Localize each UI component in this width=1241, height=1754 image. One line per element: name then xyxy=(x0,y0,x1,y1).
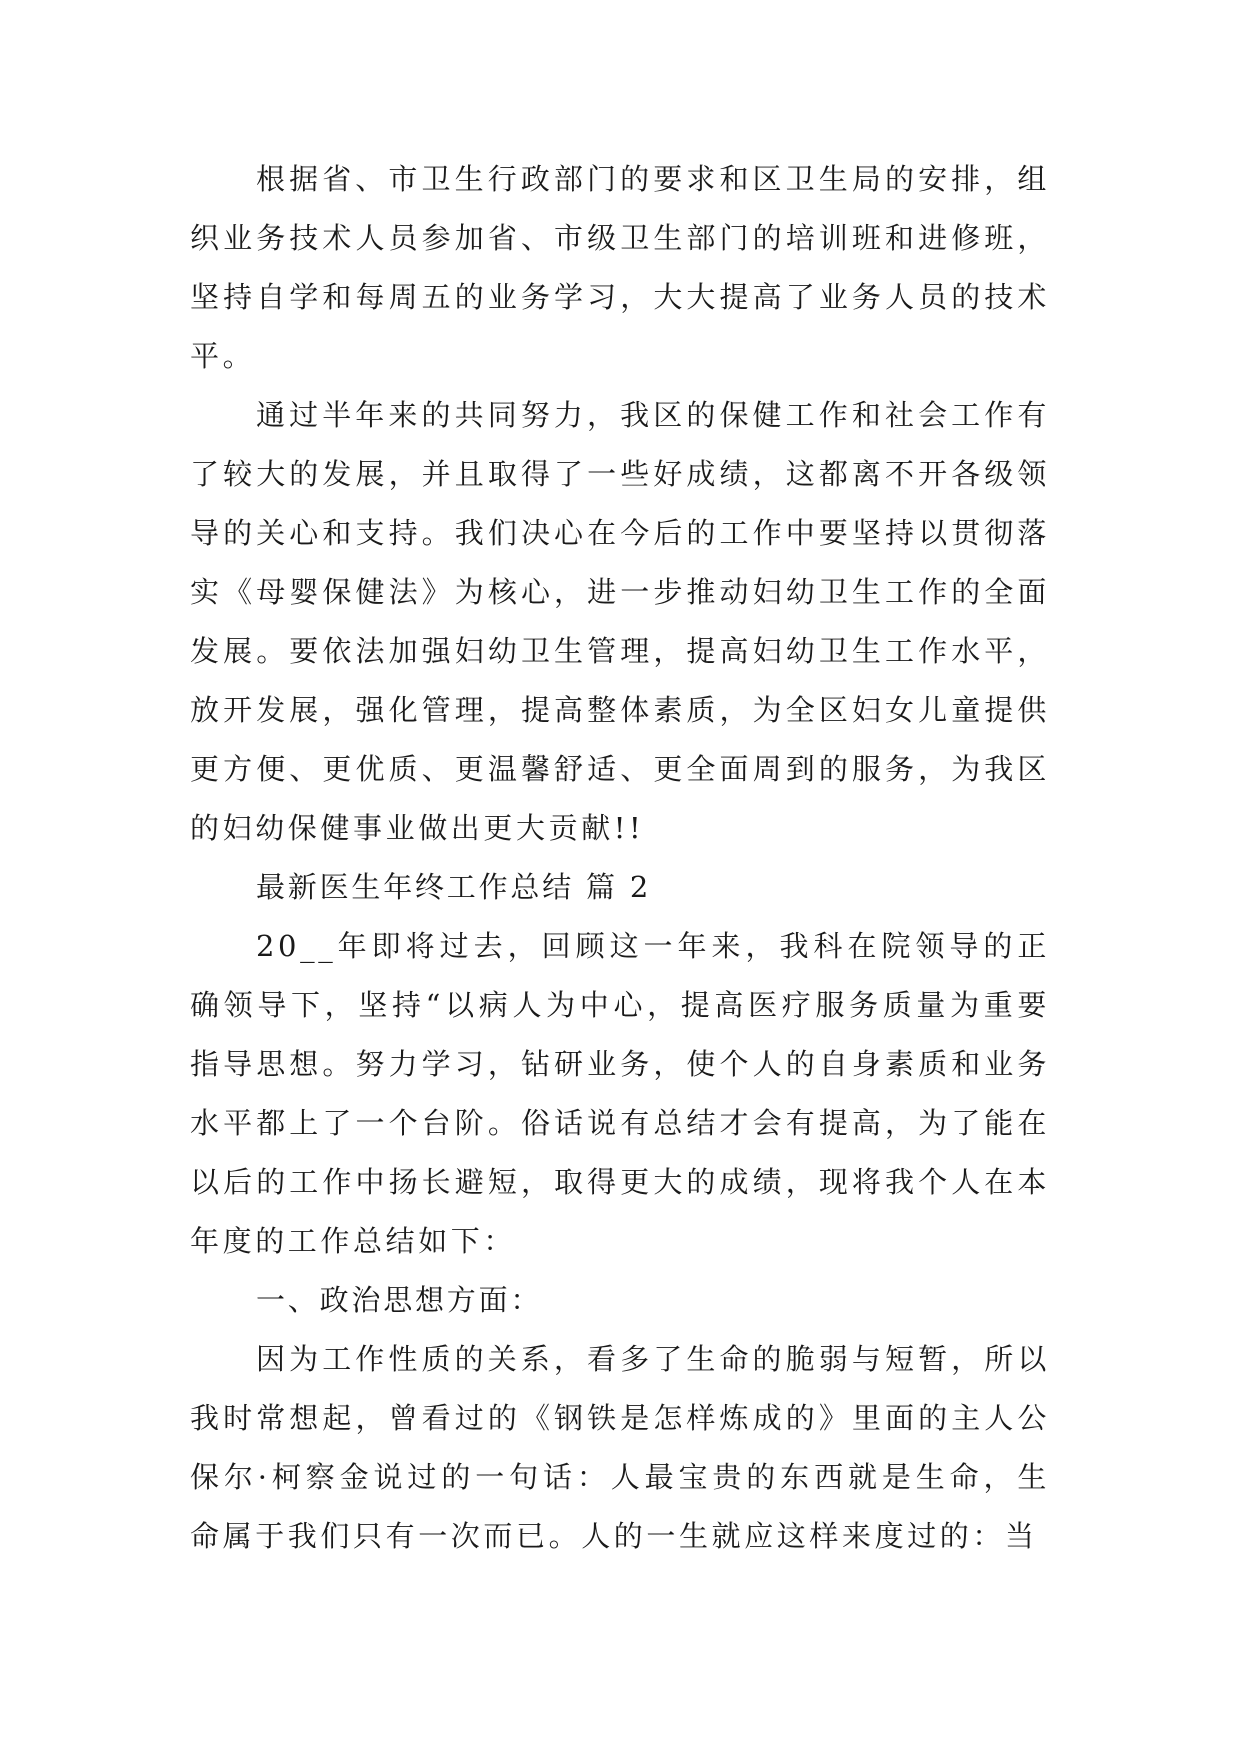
section-heading: 最新医生年终工作总结 篇 2 xyxy=(256,870,652,904)
document-body xyxy=(190,150,1050,1566)
paragraph-half-year-summary: 通过半年来的共同努力，我区的保健工作和社会工作有了较大的发展，并且取得了一些好成绩，这都离不开各级领导的关心和支持。我们决心在今后的工作中要坚持以贯彻落实《母婴保健法》为核心，进一步推动妇幼卫生工作的全面发展。要依法加强妇幼卫生管理，提高妇幼卫生工作水平，放开发展，强化管理，提高整体素质，为全区妇女儿童提供更方便、更优质、更温馨舒适、更全面周到的服务，为我区的妇幼保健事业做出更大贡献!! xyxy=(190,398,1050,845)
paragraph-training: 根据省、市卫生行政部门的要求和区卫生局的安排，组织业务技术人员参加省、市级卫生部门的培训班和进修班，坚持自学和每周五的业务学习，大大提高了业务人员的技术平。 xyxy=(190,162,1050,373)
paragraph-political-thought: 因为工作性质的关系，看多了生命的脆弱与短暂，所以我时常想起，曾看过的《钢铁是怎样炼成的》里面的主人公保尔·柯察金说过的一句话：人最宝贵的东西就是生命，生命属于我们只有一次而已。人的一生就应这样来度过的：当 xyxy=(190,1342,1050,1553)
subsection-heading-political: 一、政治思想方面： xyxy=(256,1283,543,1317)
paragraph-year-review: 20__年即将过去，回顾这一年来，我科在院领导的正确领导下，坚持“以病人为中心，提高医疗服务质量为重要指导思想。努力学习，钻研业务，使个人的自身素质和业务水平都上了一个台阶。俗话说有总结才会有提高，为了能在以后的工作中扬长避短，取得更大的成绩，现将我个人在本年度的工作总结如下： xyxy=(190,929,1050,1258)
